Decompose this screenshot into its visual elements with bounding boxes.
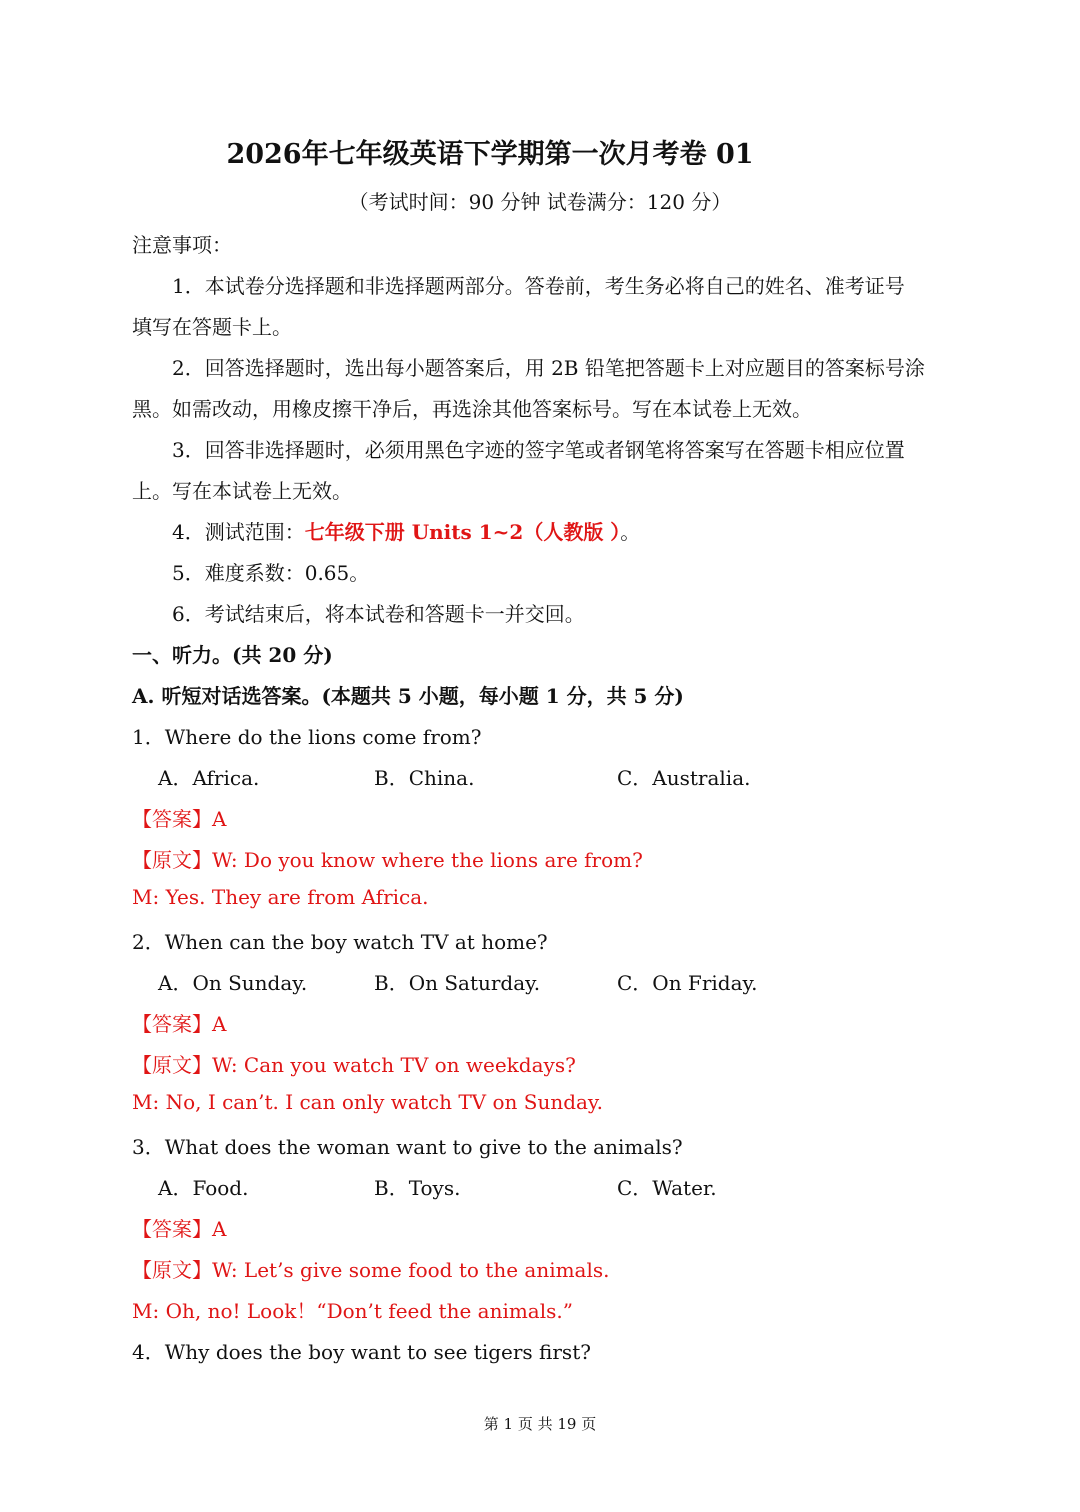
- question-2-option-a: A．On Sunday.: [158, 971, 308, 995]
- question-2-script-1: 【原文】W: Can you watch TV on weekdays?: [132, 1053, 576, 1077]
- question-3-option-c: C．Water.: [617, 1176, 717, 1200]
- test-range: 七年级下册 Units 1~2（人教版 ）: [304, 520, 621, 544]
- question-1-script-1: 【原文】W: Do you know where the lions are from?: [132, 848, 643, 872]
- section-heading-listening: 一、听力。(共 20 分): [132, 643, 333, 667]
- question-1-option-c: C．Australia.: [617, 766, 751, 790]
- question-3-script-2: M: Oh, no! Look！“Don’t feed the animals.”: [132, 1299, 573, 1323]
- question-2-answer: 【答案】A: [132, 1012, 227, 1036]
- notice-item-1-cont: 填写在答题卡上。: [132, 315, 292, 339]
- question-2: 2．When can the boy watch TV at home?: [132, 930, 548, 954]
- question-2-option-c: C．On Friday.: [617, 971, 758, 995]
- question-3-option-a: A．Food.: [158, 1176, 249, 1200]
- notice-item-5: 5．难度系数：0.65。: [172, 561, 370, 585]
- question-2-script-2: M: No, I can’t. I can only watch TV on Sunday.: [132, 1090, 603, 1114]
- notice-item-3: 3．回答非选择题时，必须用黑色字迹的签字笔或者钢笔将答案写在答题卡相应位置: [172, 438, 905, 462]
- notice-heading: 注意事项：: [132, 233, 232, 257]
- question-1: 1．Where do the lions come from?: [132, 725, 482, 749]
- notice-item-2-cont: 黑。如需改动，用橡皮擦干净后，再选涂其他答案标号。写在本试卷上无效。: [132, 397, 812, 421]
- page-number-footer: 第 1 页 共 19 页: [483, 1415, 597, 1433]
- question-3-option-b: B．Toys.: [374, 1176, 461, 1200]
- notice-item-3-cont: 上。写在本试卷上无效。: [132, 479, 352, 503]
- notice-item-2: 2．回答选择题时，选出每小题答案后，用 2B 铅笔把答题卡上对应题目的答案标号涂: [172, 356, 925, 380]
- notice-item-1: 1．本试卷分选择题和非选择题两部分。答卷前，考生务必将自己的姓名、准考证号: [172, 274, 905, 298]
- question-2-option-b: B．On Saturday.: [374, 971, 541, 995]
- notice-item-4-prefix: 4．测试范围：: [172, 520, 305, 544]
- question-1-option-b: B．China.: [374, 766, 475, 790]
- question-4: 4．Why does the boy want to see tigers first?: [132, 1340, 591, 1364]
- question-1-script-2: M: Yes. They are from Africa.: [132, 885, 429, 909]
- question-3: 3．What does the woman want to give to the animals?: [132, 1135, 683, 1159]
- question-3-script-1: 【原文】W: Let’s give some food to the animals.: [132, 1258, 610, 1282]
- question-1-answer: 【答案】A: [132, 807, 227, 831]
- notice-item-4-suffix: 。: [620, 520, 641, 544]
- question-3-answer: 【答案】A: [132, 1217, 227, 1241]
- part-a-heading: A. 听短对话选答案。(本题共 5 小题，每小题 1 分，共 5 分): [132, 684, 684, 708]
- question-1-option-a: A．Africa.: [158, 766, 260, 790]
- page-title: 2026年七年级英语下学期第一次月考卷 01: [226, 139, 754, 170]
- exam-info: （考试时间：90 分钟 试卷满分：120 分）: [348, 190, 732, 214]
- notice-item-4: [172, 516, 640, 545]
- notice-item-6: 6．考试结束后，将本试卷和答题卡一并交回。: [172, 602, 585, 626]
